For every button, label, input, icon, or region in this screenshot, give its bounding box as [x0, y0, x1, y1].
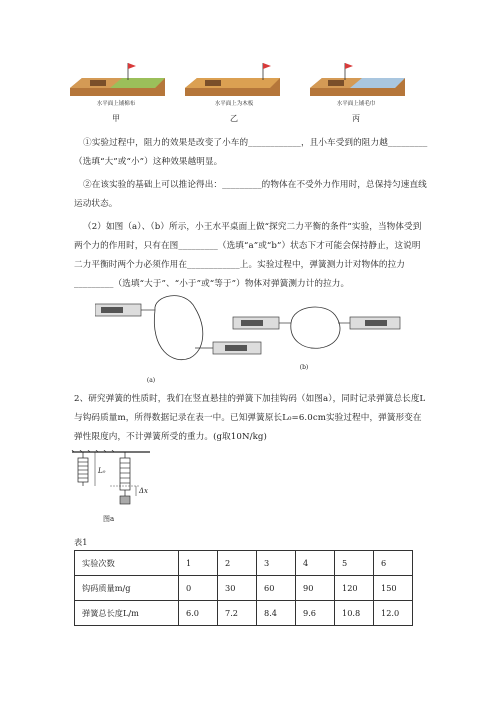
- table-title: 表1: [74, 537, 88, 547]
- ramp-towel-figure: [310, 63, 405, 96]
- question-3: （2）如图（a）、（b）所示，小王水平桌面上做“探究二力平衡的条件”实验，当物体受到两个力的作用时，只有在图_________（选填“a”或“b”）状态下才可能会保持静止，这说明二力平衡时两个力必须作用在____________上。实验过程中，弹簧测力计对物体的拉力_________（选填“大于”、“小于”或“等于”）物体对弹簧测力计的拉力。: [74, 222, 422, 289]
- table-cell: 5: [335, 551, 374, 576]
- row-header: 钩码质量m/g: [75, 576, 179, 601]
- question-1: ①实验过程中，阻力的效果是改变了小车的____________，且小车受到的阻力越_________（选填“大”或“小”）这种效果越明显。: [74, 138, 428, 167]
- table-cell: 7.2: [218, 601, 257, 626]
- problem-2: 2、研究弹簧的性质时，我们在竖直悬挂的弹簧下加挂钩码（如图a），同时记录弹簧总长度L与钩码质量m，所得数据记录在表一中。已知弹簧原长L₀=6.0cm实验过程中，弹簧形变在弹性限度内，不计弹簧所受的重力。(g取10N/kg): [74, 394, 426, 442]
- figure-a-caption: 图a: [103, 515, 115, 523]
- table-cell: 6: [374, 551, 413, 576]
- table-cell: 150: [374, 576, 413, 601]
- table-cell: 3: [257, 551, 296, 576]
- table-cell: 9.6: [296, 601, 335, 626]
- ramp-wood-figure: [185, 63, 280, 96]
- l0-label: L₀: [98, 467, 106, 475]
- caption-cloth: 水平面上铺棉布: [96, 101, 136, 107]
- label-jia: 甲: [112, 114, 120, 123]
- table-cell: 8.4: [257, 601, 296, 626]
- figure-a-label: (a): [146, 377, 156, 384]
- table-cell: 10.8: [335, 601, 374, 626]
- table-cell: 2: [218, 551, 257, 576]
- table-cell: 12.0: [374, 601, 413, 626]
- table-cell: 60: [257, 576, 296, 601]
- table-row: [75, 601, 413, 626]
- table-cell: 30: [218, 576, 257, 601]
- caption-wood: 水平面上为木板: [214, 101, 254, 107]
- row-header: 弹簧总长度L/m: [75, 601, 179, 626]
- ramp-figures: [70, 58, 410, 118]
- row-header: 实验次数: [75, 551, 179, 576]
- label-bing: 丙: [352, 114, 360, 123]
- table-cell: 6.0: [179, 601, 218, 626]
- table-row: [75, 551, 413, 576]
- force-balance-figures: [95, 290, 425, 385]
- caption-towel: 水平面上铺毛巾: [336, 101, 376, 107]
- table-cell: 90: [296, 576, 335, 601]
- table-row: [75, 576, 413, 601]
- table-cell: 4: [296, 551, 335, 576]
- dx-label: Δx: [139, 487, 149, 495]
- table-cell: 120: [335, 576, 374, 601]
- spring-figure: [70, 450, 160, 522]
- question-2: ②在该实验的基础上可以推论得出：_________的物体在不受外力作用时，总保持匀速直线运动状态。: [74, 180, 427, 209]
- data-table: [74, 550, 413, 626]
- figure-b-label: (b): [299, 364, 309, 371]
- table-cell: 1: [179, 551, 218, 576]
- label-yi: 乙: [230, 114, 238, 123]
- ramp-cloth-figure: [70, 63, 165, 96]
- table-cell: 0: [179, 576, 218, 601]
